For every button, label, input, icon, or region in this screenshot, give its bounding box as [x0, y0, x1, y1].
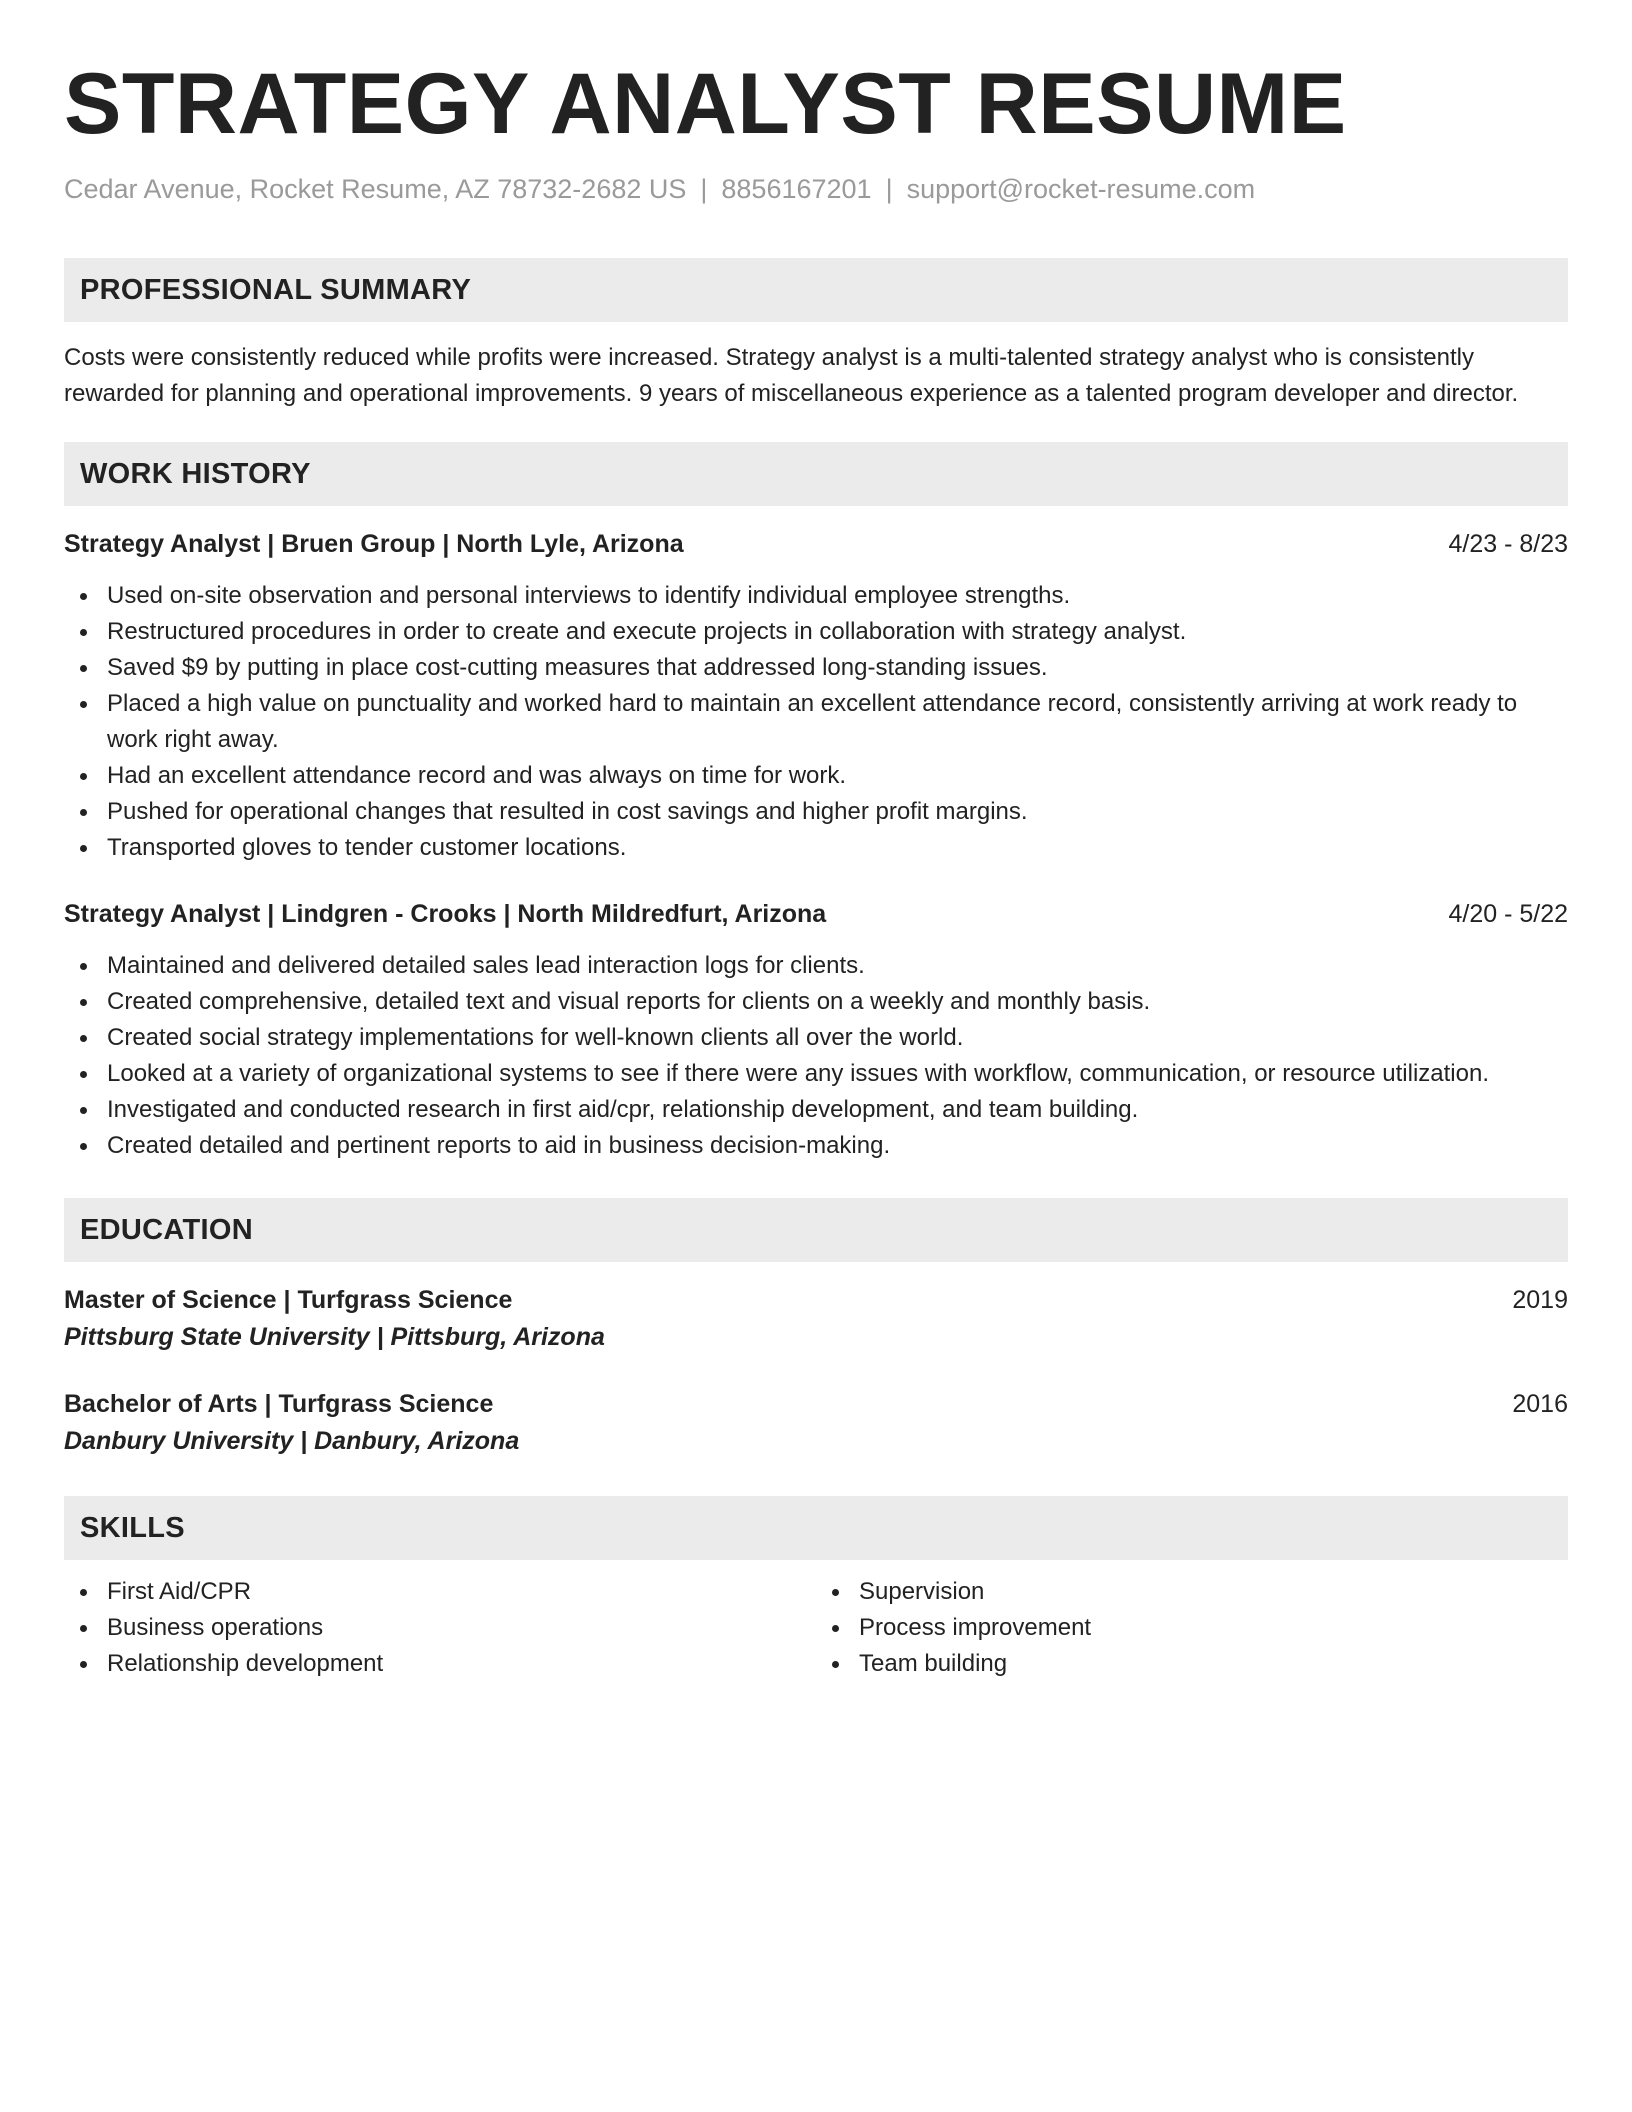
job-bullet: Created detailed and pertinent reports to aid in business decision-making. [107, 1128, 1568, 1164]
education-entry [64, 1282, 1568, 1356]
job-bullet: Placed a high value on punctuality and worked hard to maintain an excellent attendance record, consistently arriving at work ready to work right away. [107, 686, 1568, 758]
job-bullet: Maintained and delivered detailed sales lead interaction logs for clients. [107, 948, 1568, 984]
skills-grid [64, 1574, 1568, 1682]
skill-item: Process improvement [859, 1610, 1568, 1646]
skill-item: First Aid/CPR [107, 1574, 816, 1610]
job-bullet: Looked at a variety of organizational systems to see if there were any issues with workflow, communication, or resource utilization. [107, 1056, 1568, 1092]
job-bullet: Restructured procedures in order to create and execute projects in collaboration with strategy analyst. [107, 614, 1568, 650]
job-header-row [64, 526, 1568, 562]
skills-list [816, 1574, 1568, 1682]
job-bullet: Had an excellent attendance record and was always on time for work. [107, 758, 1568, 794]
skills-column-left [64, 1574, 816, 1682]
section-header-skills: SKILLS [64, 1496, 1568, 1560]
education-degree: Bachelor of Arts | Turfgrass Science [64, 1390, 494, 1418]
contact-address: Cedar Avenue, Rocket Resume, AZ 78732-2682 US [64, 174, 687, 204]
job-bullet-list [64, 578, 1568, 866]
job-title: Strategy Analyst | Lindgren - Crooks | North Mildredfurt, Arizona [64, 900, 827, 928]
section-header-professional-summary: PROFESSIONAL SUMMARY [64, 258, 1568, 322]
job-dates: 4/20 - 5/22 [1448, 900, 1568, 928]
education-school: Danbury University | Danbury, Arizona [64, 1427, 520, 1455]
job-bullet: Created social strategy implementations for well-known clients all over the world. [107, 1020, 1568, 1056]
contact-email: support@rocket-resume.com [906, 174, 1256, 204]
section-header-education: EDUCATION [64, 1198, 1568, 1262]
job-entry [64, 526, 1568, 866]
education-degree: Master of Science | Turfgrass Science [64, 1286, 513, 1314]
job-bullet: Investigated and conducted research in first aid/cpr, relationship development, and team building. [107, 1092, 1568, 1128]
skill-item: Relationship development [107, 1646, 816, 1682]
skill-item: Team building [859, 1646, 1568, 1682]
job-title: Strategy Analyst | Bruen Group | North Lyle, Arizona [64, 530, 684, 558]
education-header-row [64, 1282, 1568, 1318]
education-entry [64, 1386, 1568, 1460]
skill-item: Business operations [107, 1610, 816, 1646]
resume-title: STRATEGY ANALYST RESUME [64, 56, 1347, 152]
skills-list [64, 1574, 816, 1682]
education-year: 2016 [1512, 1390, 1568, 1418]
job-bullet: Saved $9 by putting in place cost-cutting measures that addressed long-standing issues. [107, 650, 1568, 686]
job-dates: 4/23 - 8/23 [1448, 530, 1568, 558]
contact-separator: | [885, 174, 893, 204]
contact-separator: | [700, 174, 708, 204]
contact-phone: 8856167201 [721, 174, 872, 204]
job-bullet: Used on-site observation and personal interviews to identify individual employee strengths. [107, 578, 1568, 614]
job-bullet-list [64, 948, 1568, 1164]
summary-text: Costs were consistently reduced while profits were increased. Strategy analyst is a multi-talented strategy analyst who is consistently rewarded for planning and operational improvements. 9 years of miscellaneous experience as a talented program developer and director. [64, 344, 1519, 407]
job-bullet: Pushed for operational changes that resulted in cost savings and higher profit margins. [107, 794, 1568, 830]
job-bullet: Transported gloves to tender customer locations. [107, 830, 1568, 866]
education-header-row [64, 1386, 1568, 1422]
job-header-row [64, 896, 1568, 932]
job-bullet: Created comprehensive, detailed text and visual reports for clients on a weekly and monthly basis. [107, 984, 1568, 1020]
contact-line [64, 172, 1568, 206]
education-year: 2019 [1512, 1286, 1568, 1314]
education-school: Pittsburg State University | Pittsburg, Arizona [64, 1323, 605, 1351]
job-entry [64, 896, 1568, 1164]
section-header-work-history: WORK HISTORY [64, 442, 1568, 506]
skills-column-right [816, 1574, 1568, 1682]
skill-item: Supervision [859, 1574, 1568, 1610]
